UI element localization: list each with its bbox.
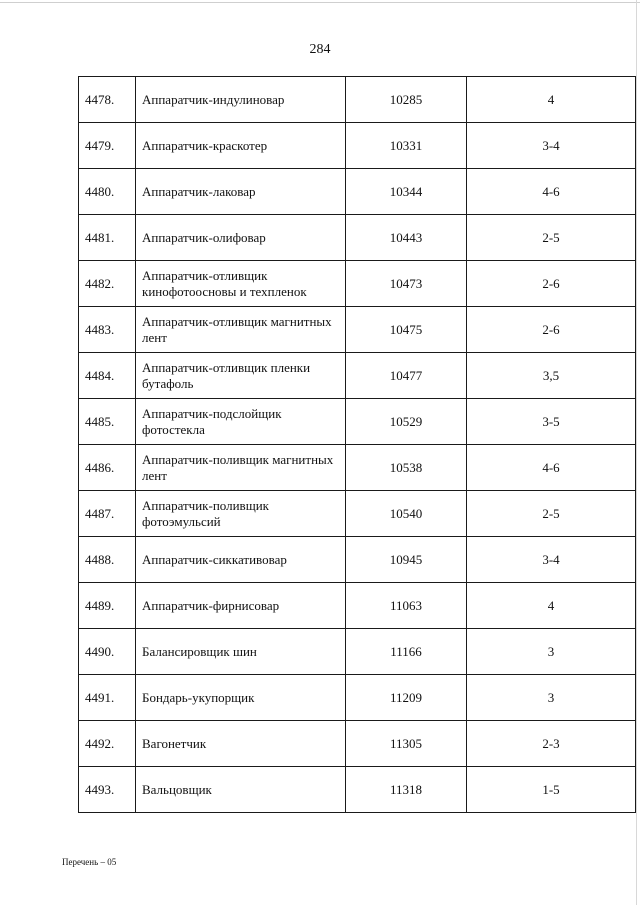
- profession-name: Балансировщик шин: [136, 629, 346, 675]
- table-row: [79, 675, 636, 721]
- profession-code: 10331: [346, 123, 467, 169]
- row-number: 4485.: [79, 399, 136, 445]
- row-number: 4480.: [79, 169, 136, 215]
- page-number: 284: [309, 42, 331, 57]
- table-row: [79, 169, 636, 215]
- row-number: 4492.: [79, 721, 136, 767]
- scan-edge-top: [0, 2, 640, 3]
- row-number: 4491.: [79, 675, 136, 721]
- grade-range: 3-4: [467, 537, 636, 583]
- table-row: [79, 537, 636, 583]
- table-row: [79, 353, 636, 399]
- grade-range: 4-6: [467, 169, 636, 215]
- grade-range: 2-6: [467, 307, 636, 353]
- profession-code: 10344: [346, 169, 467, 215]
- profession-code: 10285: [346, 77, 467, 123]
- profession-name: Аппаратчик-поливщик магнитных лент: [136, 445, 346, 491]
- grade-range: 4-6: [467, 445, 636, 491]
- grade-range: 4: [467, 583, 636, 629]
- row-number: 4486.: [79, 445, 136, 491]
- grade-range: 2-5: [467, 215, 636, 261]
- profession-name: Аппаратчик-лаковар: [136, 169, 346, 215]
- profession-name: Вальцовщик: [136, 767, 346, 813]
- profession-code: 11318: [346, 767, 467, 813]
- profession-code: 11305: [346, 721, 467, 767]
- row-number: 4478.: [79, 77, 136, 123]
- table-row: [79, 215, 636, 261]
- row-number: 4484.: [79, 353, 136, 399]
- profession-code: 11063: [346, 583, 467, 629]
- scan-edge-right: [636, 0, 637, 905]
- profession-code: 10477: [346, 353, 467, 399]
- profession-name: Аппаратчик-отливщик пленки бутафоль: [136, 353, 346, 399]
- grade-range: 3: [467, 675, 636, 721]
- row-number: 4479.: [79, 123, 136, 169]
- profession-name: Бондарь-укупорщик: [136, 675, 346, 721]
- grade-range: 2-3: [467, 721, 636, 767]
- grade-range: 1-5: [467, 767, 636, 813]
- row-number: 4481.: [79, 215, 136, 261]
- profession-name: Аппаратчик-подслойщик фотостекла: [136, 399, 346, 445]
- footer-label: Перечень – 05: [62, 857, 117, 867]
- profession-name: Аппаратчик-фирнисовар: [136, 583, 346, 629]
- table-row: [79, 399, 636, 445]
- profession-name: Аппаратчик-поливщик фотоэмульсий: [136, 491, 346, 537]
- table-row: [79, 261, 636, 307]
- profession-code: 10475: [346, 307, 467, 353]
- profession-table-body: [79, 77, 636, 813]
- profession-code: 11209: [346, 675, 467, 721]
- grade-range: 2-6: [467, 261, 636, 307]
- table-row: [79, 767, 636, 813]
- row-number: 4483.: [79, 307, 136, 353]
- profession-name: Аппаратчик-сиккативовар: [136, 537, 346, 583]
- profession-name: Аппаратчик-краскотер: [136, 123, 346, 169]
- profession-code: 10473: [346, 261, 467, 307]
- table-row: [79, 491, 636, 537]
- row-number: 4487.: [79, 491, 136, 537]
- table-row: [79, 307, 636, 353]
- row-number: 4482.: [79, 261, 136, 307]
- profession-name: Вагонетчик: [136, 721, 346, 767]
- table-row: [79, 123, 636, 169]
- profession-code: 10945: [346, 537, 467, 583]
- profession-code: 10540: [346, 491, 467, 537]
- row-number: 4493.: [79, 767, 136, 813]
- grade-range: 3: [467, 629, 636, 675]
- profession-name: Аппаратчик-отливщик кинофотоосновы и техпленок: [136, 261, 346, 307]
- table-row: [79, 445, 636, 491]
- grade-range: 4: [467, 77, 636, 123]
- profession-name: Аппаратчик-олифовар: [136, 215, 346, 261]
- row-number: 4488.: [79, 537, 136, 583]
- grade-range: 3-4: [467, 123, 636, 169]
- grade-range: 3,5: [467, 353, 636, 399]
- profession-name: Аппаратчик-индулиновар: [136, 77, 346, 123]
- table-row: [79, 629, 636, 675]
- profession-name: Аппаратчик-отливщик магнитных лент: [136, 307, 346, 353]
- table-row: [79, 721, 636, 767]
- row-number: 4490.: [79, 629, 136, 675]
- table-row: [79, 77, 636, 123]
- grade-range: 2-5: [467, 491, 636, 537]
- grade-range: 3-5: [467, 399, 636, 445]
- table-row: [79, 583, 636, 629]
- row-number: 4489.: [79, 583, 136, 629]
- profession-code: 10538: [346, 445, 467, 491]
- profession-table: [78, 76, 636, 813]
- profession-code: 11166: [346, 629, 467, 675]
- profession-code: 10443: [346, 215, 467, 261]
- profession-code: 10529: [346, 399, 467, 445]
